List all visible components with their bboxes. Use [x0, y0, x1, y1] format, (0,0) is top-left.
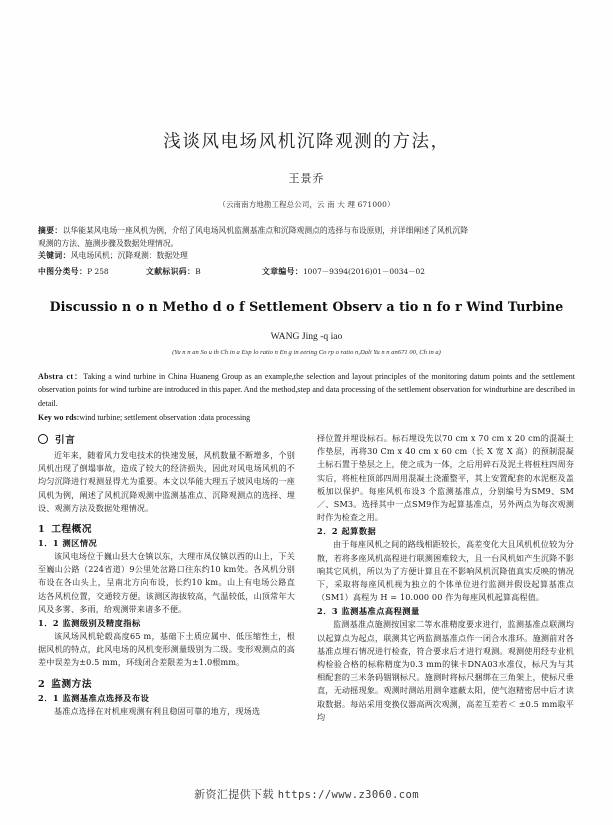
clc-label: 中图分类号： — [38, 266, 88, 276]
subsection-label-1-2: 监测级别及精度指标 — [62, 618, 141, 629]
keywords-en-text: wind turbine; settlement observation :data processing — [79, 413, 251, 422]
document-code-value: B — [195, 266, 201, 276]
article-number-label: 文章编号： — [262, 266, 303, 276]
abstract-label-en: Abstra ct： — [38, 371, 84, 381]
abstract-cn-text-2: 观测的方法、施测步骤及数据处理情况。 — [38, 238, 179, 248]
subsection-heading-1-2 — [38, 618, 295, 629]
footer-url: https://www.z3060.com — [277, 789, 419, 801]
abstract-en-paragraph — [38, 370, 575, 410]
paragraph-1-1: 该风电场位于巍山县大仓镇以东，大理市凤仪镇以西的山上，下关至巍山公路（224省道）9公里处岔路口往东约10 km处。各风机分别布设在各山头上，呈南北方向布设，长约10 km。山上有电场公路直达各风机位置，交通较方便。该测区海拔较高，气温较低，山顶常年大风及多雾、多雨，给观测带来诸多不便。 — [38, 551, 295, 614]
clc-value: P 258 — [87, 266, 109, 276]
keywords-label-cn: 关键词： — [38, 251, 71, 261]
page-title-en: Discussio n o n Metho d o f Settlement Observ a tio n fo r Wind Turbine — [49, 298, 564, 314]
section-heading-1 — [38, 521, 295, 535]
subsection-label-1-1: 测区情况 — [62, 538, 98, 549]
subsection-label-2-3: 监测基准点高程测量 — [341, 606, 420, 617]
section-number-2: 2 — [38, 678, 46, 690]
subsection-number-1-1: 1．1 — [38, 538, 60, 549]
subsection-heading-2-2 — [317, 526, 574, 537]
classification-line — [38, 266, 575, 277]
abstract-cn-text-1: 以华能某风电场一座风机为例，介绍了风电场风机监测基准点和沉降观测点的选择与布设原则，并详细阐述了风机沉降 — [62, 226, 469, 235]
footer-source-text: 新资汇提供下载 — [194, 788, 274, 801]
subsection-label-2-1: 监测基准点选择及布设 — [62, 692, 150, 703]
abstract-en-text: Taking a wind turbine in China Huaneng Group as an example,the selection and layout principles of the monitoring datum points and the settlement observation points for wind turbine are introduced in this paper. And the method,step and data processing of the settlement observation for windturbine are described in detail. — [38, 371, 575, 408]
section-label-1: 工程概况 — [51, 524, 93, 536]
abstract-cn-line-1 — [38, 225, 575, 237]
subsection-number-2-2: 2．2 — [317, 526, 339, 537]
section-heading-2 — [38, 676, 295, 690]
article-number-segment — [262, 266, 575, 277]
subsection-label-2-2: 起算数据 — [341, 526, 377, 537]
column-left — [38, 432, 295, 724]
footer-watermark — [0, 786, 613, 802]
author-name-cn: 王景乔 — [288, 172, 325, 185]
abstract-cn-block — [38, 225, 575, 262]
paragraph-2-1-left: 基准点选择在对机座观测有利且稳固可靠的地方，现场选 — [54, 705, 261, 716]
paragraph-2-1-cont: 择位置并埋设标石。标石埋设先以70 cm x 70 cm x 20 cm的混凝土作垫层，再将30 Cm x 40 cm x 60 cm（长 X 宽 X 高）的预制混凝土标石置于垫层之上，使之成为一体，之后用碎石及泥土将桩柱四周夯实后，将桩柱顶部四周用混凝土浇灌整平，其上安置配套的水泥框及盖板加以保护。每座风机布设3 个监测基准点，分别编号为SM9、SM／、SM3。选择其中一点SM9作为起算基准点，另外两点为每次观测时作为检查之用。 — [317, 433, 574, 523]
subsection-heading-2-3 — [317, 606, 574, 617]
clc-segment — [38, 266, 146, 277]
column-right — [317, 432, 574, 724]
section-number-1: 1 — [38, 524, 46, 536]
article-number-value: 1007－9394(2016)01－0034－02 — [302, 266, 425, 276]
subsection-heading-2-1 — [38, 693, 295, 704]
subsection-number-2-3: 2．3 — [317, 606, 339, 617]
body-columns — [38, 432, 575, 724]
subsection-heading-1-1 — [38, 538, 295, 549]
author-name-en: WANG Jing -q iao — [270, 330, 343, 342]
paragraph-1-2: 该风场风机轮毂高度65 m，基础下土质应属中、低压缩性土，根据风机的特点，此风电场的风机变形测量级别为二级。变形观测点的高差中误差为±0.5 mm，环线闭合差限差为±1.0根mm。 — [38, 631, 295, 668]
keywords-en-block — [38, 411, 575, 424]
subsection-number-1-2: 1．2 — [38, 618, 60, 629]
abstract-en-block — [38, 370, 575, 410]
paragraph-intro: 近年来，随着风力发电技术的快速发展，风机数量不断增多，个别风机出现了倒塌事故，造成了较大的经济损失，因此对风电场风机的不均匀沉降进行观测显得尤为重要。本文以华能大理五子坡风电场的一座风机为例，阐述了风机沉降观测中监测基准点、沉降观测点的选择、埋设、观测方法及数据处理情况。 — [38, 450, 295, 513]
abstract-label-cn: 摘要： — [38, 226, 63, 235]
keywords-label-en: Key wo rds: — [38, 413, 80, 422]
subsection-number-2-1: 2．1 — [38, 692, 60, 703]
section-heading-intro — [38, 432, 295, 446]
keywords-cn-text: 风电场风机；沉降观测：数据处理 — [70, 251, 188, 261]
page-title: 浅谈风电场风机沉降观测的方法， — [163, 132, 450, 152]
section-label-2: 监测方法 — [51, 678, 93, 690]
author-affiliation-cn: （云南南方地勘工程总公司，云 南 大 理 671000） — [218, 200, 395, 209]
paragraph-2-2: 由于每座风机之间的路线相距较长，高差变化大且风机机位较为分散，若将多座风机高程进行联测困难较大，且一台风机如产生沉降不影响其它风机，所以为了方便计算且在不影响风机沉降值真实反映的情况下，采取将每座风机视为独立的个体单位进行监测并假设起算基准点（SM1）高程为 H = 10.000 00 作为每座风机起算高程值。 — [317, 539, 574, 603]
abstract-cn-line-2 — [38, 238, 575, 250]
keywords-cn-line — [38, 250, 575, 262]
author-affiliation-en: (Yu n n an So u th Ch in a Exp lo ratio n En g in eering Co rp o ratio n,Dali Yu n n an671 00, Ch in a) — [172, 348, 441, 356]
document-code-segment — [146, 266, 262, 277]
circle-bullet-icon — [38, 434, 48, 444]
section-heading-intro-label: 引言 — [55, 435, 76, 446]
paragraph-2-3: 监测基准点施测按国家二等水准精度要求进行，监测基准点联测均以起算点为起点，联测其它两监测基准点作一闭合水准环。施测前对各基准点埋石情况进行检查，符合要求后才进行观测。观测使用经专业机构检验合格的标称精度为0.3 mm的徕卡DNA03水准仪，标尺为与其相配套的三米条码铟钢标尺。施测时将标尺捆绑在三角架上，使标尺垂直，无动摇现象。观测时测站用测伞遮蔽太阳，使气泡精密居中后才读取数据。每站采用变换仪器高两次观测，高差互差若＜ ±0.5 mm取平均 — [317, 619, 574, 722]
document-code-label: 文献标识码： — [146, 266, 196, 276]
